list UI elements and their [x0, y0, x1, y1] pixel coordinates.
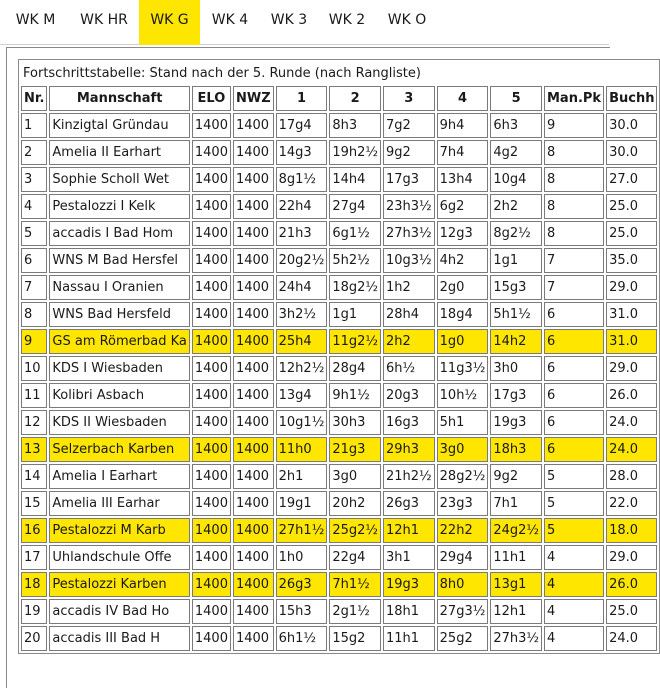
table-cell: 13g1: [490, 572, 542, 597]
table-cell: 27g4: [329, 194, 381, 219]
table-row: [21, 356, 657, 381]
table-cell: 1400: [233, 113, 274, 138]
table-cell: 6g2: [437, 194, 489, 219]
table-cell: 4: [544, 545, 604, 570]
table-cell: 27h1½: [276, 518, 328, 543]
table-cell: 1400: [233, 437, 274, 462]
table-cell: 22h4: [276, 194, 328, 219]
table-cell: 6h½: [383, 356, 435, 381]
table-cell: 18h1: [383, 599, 435, 624]
table-cell: 6: [544, 383, 604, 408]
table-cell: 1400: [233, 275, 274, 300]
table-cell: 5: [544, 491, 604, 516]
table-cell: 22h2: [437, 518, 489, 543]
table-cell: 28g4: [329, 356, 381, 381]
table-cell: 6: [544, 410, 604, 435]
column-header: Nr.: [21, 86, 47, 111]
tab-wk-3[interactable]: WK 3: [270, 12, 308, 28]
table-cell: 1400: [233, 356, 274, 381]
table-cell: 8: [544, 221, 604, 246]
table-cell: 17g3: [490, 383, 542, 408]
table-row: [21, 275, 657, 300]
table-cell: 1400: [192, 491, 231, 516]
table-cell: 12: [21, 410, 47, 435]
table-cell: 3h2½: [276, 302, 328, 327]
table-cell: 25.0: [606, 599, 657, 624]
table-cell: Kinzigtal Gründau: [49, 113, 190, 138]
table-cell: 2h1: [276, 464, 328, 489]
table-cell: 1400: [192, 599, 231, 624]
table-cell: 8: [21, 302, 47, 327]
table-cell: 5h1½: [490, 302, 542, 327]
table-cell: 12g3: [437, 221, 489, 246]
table-cell: 1400: [192, 383, 231, 408]
table-cell: 4: [544, 572, 604, 597]
table-cell: 1400: [192, 194, 231, 219]
table-cell: 1400: [233, 410, 274, 435]
table-cell: 1400: [233, 140, 274, 165]
column-header: 5: [490, 86, 542, 111]
table-cell: 20: [21, 626, 47, 651]
table-cell: 13g4: [276, 383, 328, 408]
column-header: 1: [276, 86, 328, 111]
table-cell: 9g2: [490, 464, 542, 489]
table-cell: 1400: [233, 383, 274, 408]
table-cell: 4: [21, 194, 47, 219]
table-cell: 1g0: [437, 329, 489, 354]
table-cell: 1400: [192, 167, 231, 192]
table-cell: 10g3½: [383, 248, 435, 273]
table-cell: 8: [544, 167, 604, 192]
table-cell: 1400: [233, 572, 274, 597]
table-cell: accadis III Bad H: [49, 626, 190, 651]
table-cell: 5h1: [437, 410, 489, 435]
table-cell: 3: [21, 167, 47, 192]
table-cell: 1400: [192, 248, 231, 273]
table-cell: 22.0: [606, 491, 657, 516]
table-cell: 12h1: [490, 599, 542, 624]
table-cell: Selzerbach Karben: [49, 437, 190, 462]
table-cell: 8: [544, 194, 604, 219]
table-cell: 4h2: [437, 248, 489, 273]
table-cell: 19g3: [383, 572, 435, 597]
table-cell: 8g2½: [490, 221, 542, 246]
table-cell: 19: [21, 599, 47, 624]
table-cell: Pestalozzi Karben: [49, 572, 190, 597]
table-cell: 21h2½: [383, 464, 435, 489]
table-cell: 1h2: [383, 275, 435, 300]
table-row: [21, 545, 657, 570]
table-cell: 10h½: [437, 383, 489, 408]
table-cell: 35.0: [606, 248, 657, 273]
table-cell: 15h3: [276, 599, 328, 624]
table-cell: 18.0: [606, 518, 657, 543]
table-cell: 1400: [192, 464, 231, 489]
table-cell: 26.0: [606, 572, 657, 597]
table-cell: 9g2: [383, 140, 435, 165]
table-cell: 31.0: [606, 302, 657, 327]
table-cell: 28.0: [606, 464, 657, 489]
table-row: [21, 194, 657, 219]
table-cell: Uhlandschule Offe: [49, 545, 190, 570]
table-row: [21, 599, 657, 624]
table-cell: 30.0: [606, 140, 657, 165]
table-cell: 9h1½: [329, 383, 381, 408]
table-cell: 23g3: [437, 491, 489, 516]
column-header: 3: [383, 86, 435, 111]
table-cell: 18g2½: [329, 275, 381, 300]
table-cell: KDS II Wiesbaden: [49, 410, 190, 435]
table-cell: 8h3: [329, 113, 381, 138]
table-cell: 2g0: [437, 275, 489, 300]
table-cell: 1400: [233, 302, 274, 327]
table-cell: 28g2½: [437, 464, 489, 489]
table-cell: 5: [544, 518, 604, 543]
table-cell: 8g1½: [276, 167, 328, 192]
table-cell: 7: [544, 275, 604, 300]
table-row: [21, 167, 657, 192]
table-cell: 18g4: [437, 302, 489, 327]
table-cell: 5h2½: [329, 248, 381, 273]
table-cell: 24.0: [606, 410, 657, 435]
table-row: [21, 383, 657, 408]
table-cell: 1400: [233, 329, 274, 354]
table-cell: 22g4: [329, 545, 381, 570]
table-cell: 6: [544, 437, 604, 462]
table-cell: 12h2½: [276, 356, 328, 381]
table-cell: 1400: [192, 329, 231, 354]
table-row: [21, 572, 657, 597]
table-cell: 18h3: [490, 437, 542, 462]
table-cell: 29.0: [606, 275, 657, 300]
table-row: [21, 329, 657, 354]
table-cell: 26.0: [606, 383, 657, 408]
table-cell: 1g1: [329, 302, 381, 327]
table-cell: 7: [21, 275, 47, 300]
progress-table: [18, 59, 660, 654]
table-cell: 29.0: [606, 545, 657, 570]
column-header: Mannschaft: [49, 86, 190, 111]
table-row: [21, 491, 657, 516]
table-cell: 5: [544, 464, 604, 489]
table-cell: 2g1½: [329, 599, 381, 624]
table-cell: 15g3: [490, 275, 542, 300]
table-cell: 14: [21, 464, 47, 489]
table-cell: 31.0: [606, 329, 657, 354]
table-cell: 15g2: [329, 626, 381, 651]
table-cell: 10: [21, 356, 47, 381]
tab-wk-m[interactable]: WK M: [15, 12, 56, 28]
table-cell: 1400: [233, 464, 274, 489]
table-cell: Amelia III Earhar: [49, 491, 190, 516]
table-cell: 1400: [233, 518, 274, 543]
table-cell: 29.0: [606, 356, 657, 381]
column-header: ELO: [192, 86, 231, 111]
table-cell: 16g3: [383, 410, 435, 435]
table-cell: 11h1: [383, 626, 435, 651]
table-cell: 1400: [192, 545, 231, 570]
caption-row: [21, 62, 657, 84]
table-cell: Amelia II Earhart: [49, 140, 190, 165]
table-cell: 1400: [233, 599, 274, 624]
table-cell: 4: [544, 626, 604, 651]
table-cell: accadis I Bad Hom: [49, 221, 190, 246]
table-cell: Pestalozzi I Kelk: [49, 194, 190, 219]
table-cell: 25g2½: [329, 518, 381, 543]
table-cell: 6: [544, 356, 604, 381]
table-cell: 6h1½: [276, 626, 328, 651]
table-cell: Kolibri Asbach: [49, 383, 190, 408]
table-cell: 1400: [192, 275, 231, 300]
table-cell: Amelia I Earhart: [49, 464, 190, 489]
table-cell: 10g1½: [276, 410, 328, 435]
table-cell: 1400: [192, 626, 231, 651]
table-cell: 1400: [192, 113, 231, 138]
table-cell: accadis IV Bad Ho: [49, 599, 190, 624]
table-cell: Pestalozzi M Karb: [49, 518, 190, 543]
table-cell: 1400: [192, 221, 231, 246]
table-cell: 3h1: [383, 545, 435, 570]
table-cell: 24g2½: [490, 518, 542, 543]
table-row: [21, 248, 657, 273]
table-cell: 1400: [192, 518, 231, 543]
table-cell: 11h1: [490, 545, 542, 570]
table-row: [21, 437, 657, 462]
table-cell: 14h4: [329, 167, 381, 192]
table-cell: 4g2: [490, 140, 542, 165]
table-cell: 11h0: [276, 437, 328, 462]
column-header: Buchh: [606, 86, 657, 111]
tab-wk-4[interactable]: WK 4: [211, 12, 249, 28]
table-row: [21, 518, 657, 543]
table-cell: 7g2: [383, 113, 435, 138]
table-cell: 1h0: [276, 545, 328, 570]
table-cell: 3h0: [490, 356, 542, 381]
tab-wk-o[interactable]: WK O: [387, 12, 427, 28]
column-header: Man.Pk: [544, 86, 604, 111]
table-cell: 3g0: [329, 464, 381, 489]
table-caption: Fortschrittstabelle: Stand nach der 5. Runde (nach Rangliste): [23, 65, 421, 81]
table-cell: 20g2½: [276, 248, 328, 273]
tab-wk-2[interactable]: WK 2: [328, 12, 366, 28]
table-cell: KDS I Wiesbaden: [49, 356, 190, 381]
table-cell: 1400: [233, 194, 274, 219]
table-cell: 6g1½: [329, 221, 381, 246]
table-row: [21, 302, 657, 327]
table-cell: 1400: [192, 356, 231, 381]
table-cell: 25.0: [606, 221, 657, 246]
table-row: [21, 410, 657, 435]
table-cell: 10g4: [490, 167, 542, 192]
table-cell: 21g3: [329, 437, 381, 462]
table-cell: 27g3½: [437, 599, 489, 624]
table-cell: 7: [544, 248, 604, 273]
table-cell: 17: [21, 545, 47, 570]
table-cell: 29g4: [437, 545, 489, 570]
table-cell: 20h2: [329, 491, 381, 516]
table-row: [21, 626, 657, 651]
table-cell: 13h4: [437, 167, 489, 192]
table-cell: 4: [544, 599, 604, 624]
table-cell: 5: [21, 221, 47, 246]
table-cell: 24.0: [606, 626, 657, 651]
table-row: [21, 464, 657, 489]
table-cell: 17g3: [383, 167, 435, 192]
table-cell: 25g2: [437, 626, 489, 651]
table-cell: 1400: [192, 410, 231, 435]
table-cell: 14h2: [490, 329, 542, 354]
table-cell: 9: [21, 329, 47, 354]
table-cell: 7h4: [437, 140, 489, 165]
table-cell: 1400: [192, 302, 231, 327]
table-cell: 1400: [192, 437, 231, 462]
table-cell: 30.0: [606, 113, 657, 138]
table-cell: 8: [544, 140, 604, 165]
table-cell: 21h3: [276, 221, 328, 246]
table-cell: 19g3: [490, 410, 542, 435]
table-cell: 13: [21, 437, 47, 462]
table-cell: 16: [21, 518, 47, 543]
table-cell: 19h2½: [329, 140, 381, 165]
table-cell: 17g4: [276, 113, 328, 138]
table-cell: 1400: [233, 626, 274, 651]
table-cell: 2h2: [490, 194, 542, 219]
table-cell: 6h3: [490, 113, 542, 138]
tab-bar: [0, 0, 609, 45]
table-cell: 24.0: [606, 437, 657, 462]
tab-wk-g[interactable]: WK G: [139, 0, 200, 44]
table-cell: 26g3: [383, 491, 435, 516]
table-cell: 29h3: [383, 437, 435, 462]
table-cell: 8h0: [437, 572, 489, 597]
table-row: [21, 221, 657, 246]
table-cell: 6: [544, 329, 604, 354]
table-cell: 25.0: [606, 194, 657, 219]
table-cell: 1400: [233, 491, 274, 516]
table-cell: 7h1½: [329, 572, 381, 597]
column-header: 4: [437, 86, 489, 111]
table-cell: 1: [21, 113, 47, 138]
table-cell: 1400: [192, 140, 231, 165]
table-cell: 14g3: [276, 140, 328, 165]
table-cell: 9: [544, 113, 604, 138]
table-cell: WNS M Bad Hersfel: [49, 248, 190, 273]
table-cell: 24h4: [276, 275, 328, 300]
table-cell: 11g3½: [437, 356, 489, 381]
table-cell: 12h1: [383, 518, 435, 543]
standings-panel: [6, 47, 655, 688]
table-cell: 11: [21, 383, 47, 408]
table-cell: 1400: [233, 248, 274, 273]
header-row: [21, 86, 657, 111]
table-cell: 3g0: [437, 437, 489, 462]
table-cell: 27.0: [606, 167, 657, 192]
table-cell: 26g3: [276, 572, 328, 597]
table-cell: 1400: [233, 167, 274, 192]
table-cell: 28h4: [383, 302, 435, 327]
table-row: [21, 140, 657, 165]
table-cell: 19g1: [276, 491, 328, 516]
table-cell: 2h2: [383, 329, 435, 354]
table-cell: GS am Römerbad Ka: [49, 329, 190, 354]
table-cell: 23h3½: [383, 194, 435, 219]
table-cell: 11g2½: [329, 329, 381, 354]
table-cell: 20g3: [383, 383, 435, 408]
table-row: [21, 113, 657, 138]
table-cell: 1400: [192, 572, 231, 597]
table-cell: 6: [544, 302, 604, 327]
table-cell: 15: [21, 491, 47, 516]
table-cell: 9h4: [437, 113, 489, 138]
table-cell: 18: [21, 572, 47, 597]
table-cell: 2: [21, 140, 47, 165]
table-cell: 6: [21, 248, 47, 273]
table-cell: WNS Bad Hersfeld: [49, 302, 190, 327]
table-cell: Nassau I Oranien: [49, 275, 190, 300]
table-cell: 7h1: [490, 491, 542, 516]
table-cell: Sophie Scholl Wet: [49, 167, 190, 192]
table-cell: 1400: [233, 221, 274, 246]
column-header: NWZ: [233, 86, 274, 111]
table-cell: 1g1: [490, 248, 542, 273]
column-header: 2: [329, 86, 381, 111]
table-cell: 27h3½: [490, 626, 542, 651]
table-cell: 1400: [233, 545, 274, 570]
table-cell: 30h3: [329, 410, 381, 435]
table-cell: 27h3½: [383, 221, 435, 246]
table-cell: 25h4: [276, 329, 328, 354]
tab-wk-hr[interactable]: WK HR: [80, 12, 128, 28]
